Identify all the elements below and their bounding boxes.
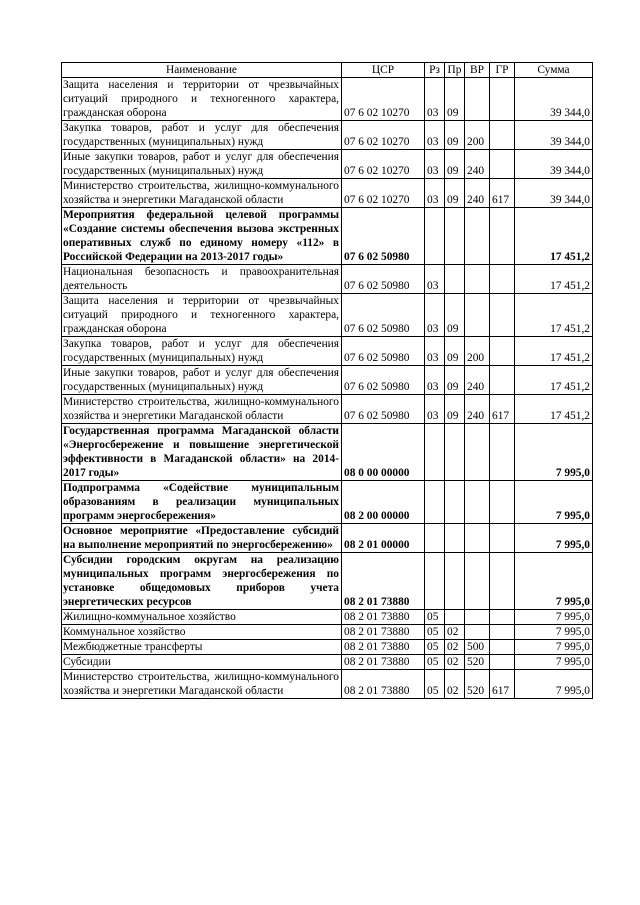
- cell-pr: 02: [445, 625, 465, 640]
- cell-rz: 03: [425, 395, 445, 424]
- cell-vr: [465, 208, 490, 265]
- cell-name: Защита населения и территории от чрезвычайных ситуаций природного и техногенного характера, гражданская оборона: [62, 294, 342, 337]
- cell-gr: [490, 337, 515, 366]
- table-row: [62, 208, 593, 265]
- cell-gr: [490, 481, 515, 524]
- table-body: [62, 78, 593, 699]
- cell-sum: 7 995,0: [515, 610, 593, 625]
- cell-pr: 09: [445, 294, 465, 337]
- cell-rz: [425, 524, 445, 553]
- cell-rz: 03: [425, 337, 445, 366]
- cell-sum: 39 344,0: [515, 121, 593, 150]
- cell-vr: [465, 424, 490, 481]
- cell-gr: [490, 524, 515, 553]
- table-row: [62, 655, 593, 670]
- cell-vr: 240: [465, 179, 490, 208]
- cell-vr: [465, 481, 490, 524]
- cell-vr: 200: [465, 121, 490, 150]
- cell-rz: [425, 424, 445, 481]
- cell-sum: 7 995,0: [515, 670, 593, 699]
- table-header-row: [62, 63, 593, 78]
- cell-pr: 02: [445, 640, 465, 655]
- cell-vr: [465, 553, 490, 610]
- cell-csr: 08 2 01 00000: [342, 524, 425, 553]
- cell-name: Министерство строительства, жилищно-коммунального хозяйства и энергетики Магаданской области: [62, 395, 342, 424]
- cell-name: Иные закупки товаров, работ и услуг для обеспечения государственных (муниципальных) нужд: [62, 366, 342, 395]
- cell-csr: 07 6 02 10270: [342, 78, 425, 121]
- header-pr: Пр: [445, 63, 465, 78]
- cell-name: Государственная программа Магаданской области «Энергосбережение и повышение энергетической эффективности в Магаданской области» на 2014-2017 годы»: [62, 424, 342, 481]
- cell-csr: 07 6 02 10270: [342, 121, 425, 150]
- cell-sum: 17 451,2: [515, 395, 593, 424]
- cell-rz: [425, 208, 445, 265]
- cell-gr: 617: [490, 179, 515, 208]
- cell-csr: 08 2 01 73880: [342, 655, 425, 670]
- cell-vr: 520: [465, 670, 490, 699]
- cell-rz: 03: [425, 121, 445, 150]
- cell-sum: 17 451,2: [515, 294, 593, 337]
- cell-pr: 02: [445, 670, 465, 699]
- cell-csr: 08 2 01 73880: [342, 553, 425, 610]
- cell-rz: 05: [425, 610, 445, 625]
- cell-csr: 08 2 01 73880: [342, 640, 425, 655]
- cell-pr: [445, 208, 465, 265]
- table-row: [62, 150, 593, 179]
- cell-gr: [490, 424, 515, 481]
- cell-vr: [465, 625, 490, 640]
- cell-name: Межбюджетные трансферты: [62, 640, 342, 655]
- table-row: [62, 640, 593, 655]
- cell-gr: [490, 655, 515, 670]
- cell-pr: 02: [445, 655, 465, 670]
- cell-gr: [490, 625, 515, 640]
- cell-name: Министерство строительства, жилищно-коммунального хозяйства и энергетики Магаданской области: [62, 670, 342, 699]
- cell-pr: 09: [445, 179, 465, 208]
- cell-vr: [465, 294, 490, 337]
- cell-csr: 08 0 00 00000: [342, 424, 425, 481]
- cell-sum: 17 451,2: [515, 208, 593, 265]
- cell-rz: 03: [425, 179, 445, 208]
- cell-gr: [490, 150, 515, 179]
- table-row: [62, 366, 593, 395]
- cell-vr: [465, 78, 490, 121]
- cell-csr: 08 2 01 73880: [342, 610, 425, 625]
- cell-csr: 07 6 02 10270: [342, 179, 425, 208]
- table-row: [62, 424, 593, 481]
- budget-table: [61, 62, 593, 699]
- table-row: [62, 395, 593, 424]
- cell-rz: 03: [425, 294, 445, 337]
- cell-gr: [490, 294, 515, 337]
- cell-pr: [445, 424, 465, 481]
- cell-pr: 09: [445, 121, 465, 150]
- cell-sum: 7 995,0: [515, 481, 593, 524]
- cell-sum: 7 995,0: [515, 524, 593, 553]
- cell-rz: 03: [425, 366, 445, 395]
- cell-csr: 07 6 02 50980: [342, 337, 425, 366]
- cell-sum: 7 995,0: [515, 640, 593, 655]
- cell-name: Субсидии: [62, 655, 342, 670]
- table-row: [62, 294, 593, 337]
- cell-vr: 500: [465, 640, 490, 655]
- header-sum: Сумма: [515, 63, 593, 78]
- cell-name: Национальная безопасность и правоохранительная деятельность: [62, 265, 342, 294]
- table-row: [62, 610, 593, 625]
- cell-vr: [465, 265, 490, 294]
- cell-csr: 07 6 02 50980: [342, 294, 425, 337]
- cell-sum: 39 344,0: [515, 179, 593, 208]
- cell-csr: 07 6 02 50980: [342, 208, 425, 265]
- cell-gr: 617: [490, 395, 515, 424]
- cell-csr: 07 6 02 50980: [342, 395, 425, 424]
- table-row: [62, 553, 593, 610]
- cell-name: Закупка товаров, работ и услуг для обеспечения государственных (муниципальных) нужд: [62, 121, 342, 150]
- cell-name: Подпрограмма «Содействие муниципальным образованиям в реализации муниципальных программ энергосбережения»: [62, 481, 342, 524]
- cell-csr: 08 2 01 73880: [342, 670, 425, 699]
- cell-name: Иные закупки товаров, работ и услуг для обеспечения государственных (муниципальных) нужд: [62, 150, 342, 179]
- cell-rz: 05: [425, 640, 445, 655]
- header-vr: ВР: [465, 63, 490, 78]
- cell-vr: 240: [465, 150, 490, 179]
- cell-csr: 07 6 02 50980: [342, 366, 425, 395]
- cell-vr: [465, 610, 490, 625]
- cell-sum: 17 451,2: [515, 337, 593, 366]
- cell-csr: 08 2 01 73880: [342, 625, 425, 640]
- cell-vr: 240: [465, 366, 490, 395]
- table-row: [62, 179, 593, 208]
- table-row: [62, 670, 593, 699]
- cell-rz: 05: [425, 670, 445, 699]
- cell-gr: [490, 208, 515, 265]
- cell-pr: [445, 553, 465, 610]
- table-row: [62, 121, 593, 150]
- cell-gr: [490, 78, 515, 121]
- cell-vr: 520: [465, 655, 490, 670]
- cell-csr: 07 6 02 10270: [342, 150, 425, 179]
- table-row: [62, 337, 593, 366]
- header-name: Наименование: [62, 63, 342, 78]
- cell-pr: 09: [445, 366, 465, 395]
- cell-rz: 05: [425, 625, 445, 640]
- cell-name: Закупка товаров, работ и услуг для обеспечения государственных (муниципальных) нужд: [62, 337, 342, 366]
- cell-sum: 17 451,2: [515, 366, 593, 395]
- cell-pr: [445, 610, 465, 625]
- cell-gr: [490, 553, 515, 610]
- cell-rz: 03: [425, 265, 445, 294]
- table-row: [62, 481, 593, 524]
- cell-csr: 07 6 02 50980: [342, 265, 425, 294]
- cell-pr: [445, 481, 465, 524]
- header-gr: ГР: [490, 63, 515, 78]
- cell-pr: 09: [445, 395, 465, 424]
- cell-sum: 7 995,0: [515, 625, 593, 640]
- cell-sum: 7 995,0: [515, 655, 593, 670]
- cell-name: Коммунальное хозяйство: [62, 625, 342, 640]
- cell-rz: [425, 481, 445, 524]
- cell-name: Основное мероприятие «Предоставление субсидий на выполнение мероприятий по энергосбережению»: [62, 524, 342, 553]
- cell-pr: [445, 524, 465, 553]
- cell-rz: 05: [425, 655, 445, 670]
- cell-csr: 08 2 00 00000: [342, 481, 425, 524]
- cell-pr: [445, 265, 465, 294]
- cell-rz: 03: [425, 78, 445, 121]
- table-row: [62, 524, 593, 553]
- cell-vr: 200: [465, 337, 490, 366]
- cell-vr: 240: [465, 395, 490, 424]
- cell-name: Мероприятия федеральной целевой программы «Создание системы обеспечения вызова экстренных оперативных служб по единому номеру «112» в Российской Федерации на 2013-2017 годы»: [62, 208, 342, 265]
- header-rz: Рз: [425, 63, 445, 78]
- cell-sum: 17 451,2: [515, 265, 593, 294]
- cell-gr: [490, 265, 515, 294]
- cell-sum: 7 995,0: [515, 424, 593, 481]
- cell-gr: [490, 121, 515, 150]
- cell-name: Защита населения и территории от чрезвычайных ситуаций природного и техногенного характера, гражданская оборона: [62, 78, 342, 121]
- cell-name: Жилищно-коммунальное хозяйство: [62, 610, 342, 625]
- table-row: [62, 625, 593, 640]
- header-csr: ЦСР: [342, 63, 425, 78]
- cell-gr: [490, 610, 515, 625]
- cell-pr: 09: [445, 150, 465, 179]
- cell-name: Субсидии городским округам на реализацию муниципальных программ энергосбережения по установке общедомовых приборов учета энергетических ресурсов: [62, 553, 342, 610]
- cell-vr: [465, 524, 490, 553]
- cell-rz: [425, 553, 445, 610]
- cell-gr: [490, 366, 515, 395]
- cell-sum: 39 344,0: [515, 150, 593, 179]
- cell-gr: 617: [490, 670, 515, 699]
- table-row: [62, 265, 593, 294]
- cell-name: Министерство строительства, жилищно-коммунального хозяйства и энергетики Магаданской области: [62, 179, 342, 208]
- cell-sum: 7 995,0: [515, 553, 593, 610]
- cell-sum: 39 344,0: [515, 78, 593, 121]
- cell-gr: [490, 640, 515, 655]
- cell-pr: 09: [445, 78, 465, 121]
- cell-pr: 09: [445, 337, 465, 366]
- table-row: [62, 78, 593, 121]
- cell-rz: 03: [425, 150, 445, 179]
